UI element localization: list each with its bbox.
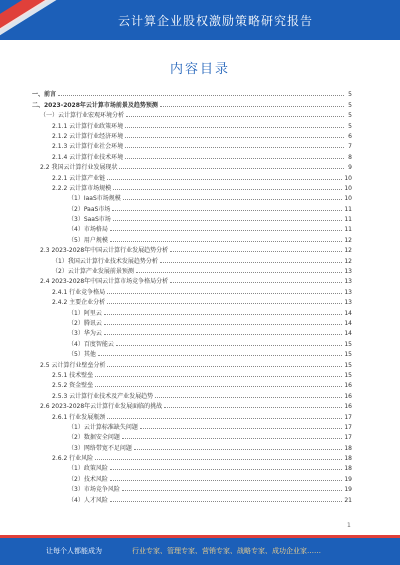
toc-entry[interactable] [32, 441, 352, 451]
toc-leader-dots [125, 147, 344, 148]
toc-leader-dots [160, 262, 343, 263]
toc-leader-dots [95, 459, 342, 460]
toc-entry-page: 15 [344, 351, 352, 359]
toc-entry-page: 11 [344, 216, 352, 224]
toc-entry[interactable] [32, 244, 352, 254]
toc-entry-page: 10 [344, 184, 352, 192]
toc-entry-text: 2.1.4 云计算行业技术环境 [52, 153, 124, 161]
toc-entry-text: （5）其他 [68, 351, 96, 359]
toc-entry-text: （4）人才风险 [68, 496, 108, 504]
toc-entry-text: （3）网络带宽不足问题 [68, 444, 132, 452]
toc-entry-text: （一）云计算行业宏观环境分析 [40, 112, 125, 120]
toc-leader-dots [110, 230, 343, 231]
header-banner [0, 0, 400, 40]
toc-entry[interactable] [32, 296, 352, 306]
toc-entry[interactable] [32, 452, 352, 462]
toc-entry-text: 2.3 2023-2028年中国云计算行业发展趋势分析 [40, 247, 169, 255]
toc-leader-dots [125, 127, 344, 128]
toc-entry-text: 2.4.1 行业竞争格局 [52, 288, 106, 296]
toc-entry[interactable] [32, 358, 352, 368]
toc-entry[interactable] [32, 233, 352, 243]
toc-leader-dots [98, 355, 343, 356]
toc-leader-dots [112, 210, 342, 211]
toc-entry[interactable] [32, 119, 352, 129]
toc-leader-dots [134, 449, 343, 450]
table-of-contents [32, 88, 352, 504]
toc-entry[interactable] [32, 223, 352, 233]
toc-entry[interactable] [32, 462, 352, 472]
toc-entry[interactable] [32, 327, 352, 337]
toc-entry-page: 19 [344, 486, 352, 494]
toc-entry-page: 13 [344, 278, 352, 286]
toc-leader-dots [110, 501, 343, 502]
toc-leader-dots [113, 189, 342, 190]
toc-entry-page: 16 [344, 403, 352, 411]
toc-entry[interactable] [32, 140, 352, 150]
toc-entry-text: （1）IaaS市场规模 [68, 195, 121, 203]
toc-entry[interactable] [32, 98, 352, 108]
toc-entry-page: 18 [344, 444, 352, 452]
toc-entry-text: （1）阿里云 [68, 309, 102, 317]
toc-entry-text: （5）用户规模 [68, 236, 108, 244]
toc-leader-dots [125, 158, 344, 159]
toc-entry-page: 13 [344, 288, 352, 296]
toc-entry[interactable] [32, 431, 352, 441]
toc-entry[interactable] [32, 317, 352, 327]
toc-entry[interactable] [32, 369, 352, 379]
toc-entry-text: （2）PaaS市场 [68, 205, 111, 213]
footer-banner [0, 535, 400, 565]
toc-entry-page: 6 [348, 132, 352, 140]
toc-leader-dots [136, 272, 343, 273]
toc-entry-page: 14 [344, 309, 352, 317]
toc-entry-page: 18 [344, 455, 352, 463]
toc-entry[interactable] [32, 182, 352, 192]
toc-entry-page: 14 [344, 330, 352, 338]
toc-leader-dots [107, 179, 342, 180]
toc-leader-dots [113, 220, 343, 221]
toc-entry[interactable] [32, 483, 352, 493]
toc-entry-text: 2.5.3 云计算行业技术及产业发展趋势 [52, 392, 154, 400]
toc-entry-page: 13 [344, 299, 352, 307]
toc-heading: 内容目录 [169, 62, 230, 77]
toc-entry[interactable] [32, 130, 352, 140]
toc-entry[interactable] [32, 389, 352, 399]
toc-leader-dots [170, 282, 342, 283]
toc-leader-dots [116, 345, 343, 346]
toc-entry[interactable] [32, 421, 352, 431]
toc-leader-dots [122, 490, 343, 491]
toc-entry[interactable] [32, 285, 352, 295]
toc-leader-dots [104, 334, 343, 335]
toc-entry-text: 二、2023-2028年云计算市场前景及趋势预测 [32, 101, 158, 109]
toc-entry-text: 2.4 2023-2028年中国云计算市场竞争格局分析 [40, 278, 169, 286]
toc-entry-text: （4）市场格局 [68, 226, 108, 234]
toc-leader-dots [170, 251, 342, 252]
toc-entry-page: 14 [344, 319, 352, 327]
toc-entry-text: （2）数据安全问题 [68, 434, 120, 442]
toc-entry-page: 13 [344, 268, 352, 276]
footer-slogan: 让每个人都能成为 [46, 547, 102, 555]
toc-entry-page: 17 [344, 413, 352, 421]
toc-leader-dots [122, 438, 343, 439]
toc-entry-page: 12 [344, 236, 352, 244]
toc-entry-text: （3）华为云 [68, 330, 102, 338]
toc-entry-page: 15 [344, 340, 352, 348]
toc-entry-text: （2）技术风险 [68, 475, 108, 483]
toc-entry-text: 2.5.1 技术壁垒 [52, 371, 94, 379]
toc-entry[interactable] [32, 109, 352, 119]
toc-leader-dots [95, 386, 342, 387]
toc-entry[interactable] [32, 337, 352, 347]
toc-leader-dots [107, 293, 342, 294]
toc-entry-text: 2.1.1 云计算行业政策环境 [52, 122, 124, 130]
toc-entry-text: 2.2 我国云计算行业发展现状 [40, 164, 118, 172]
toc-leader-dots [160, 106, 344, 107]
report-title: 云计算企业股权激励策略研究报告 [118, 14, 314, 28]
toc-leader-dots [155, 397, 342, 398]
toc-entry[interactable] [32, 213, 352, 223]
toc-entry[interactable] [32, 265, 352, 275]
toc-leader-dots [95, 376, 342, 377]
toc-entry-text: 2.6 2023-2028年云计算行业发展面临的挑战 [40, 403, 163, 411]
toc-entry-text: （4）百度智能云 [68, 340, 114, 348]
page-number: 1 [347, 522, 351, 529]
toc-entry-text: 2.6.1 行业发展瓶颈 [52, 413, 106, 421]
toc-leader-dots [164, 407, 342, 408]
toc-entry[interactable] [32, 254, 352, 264]
toc-leader-dots [107, 418, 342, 419]
toc-entry-text: 2.4.2 主要企业分析 [52, 299, 106, 307]
toc-entry-page: 5 [348, 112, 352, 120]
toc-leader-dots [125, 137, 344, 138]
toc-leader-dots [107, 303, 342, 304]
toc-entry-page: 10 [344, 195, 352, 203]
toc-entry[interactable] [32, 472, 352, 482]
toc-entry[interactable] [32, 493, 352, 503]
toc-entry-page: 16 [344, 382, 352, 390]
toc-leader-dots [140, 428, 343, 429]
toc-entry-text: 2.2.1 云计算产业链 [52, 174, 106, 182]
toc-entry-text: （1）我国云计算行业技术发展趋势分析 [52, 257, 158, 265]
toc-leader-dots [104, 324, 343, 325]
toc-entry[interactable] [32, 400, 352, 410]
toc-entry-text: 2.5 云计算行业壁垒分析 [40, 361, 106, 369]
toc-entry-text: （1）政策风险 [68, 465, 108, 473]
toc-entry-text: 2.1.2 云计算行业经济环境 [52, 132, 124, 140]
toc-entry-page: 12 [344, 257, 352, 265]
toc-entry-page: 18 [344, 465, 352, 473]
toc-entry-text: （2）云计算产业发展前景预测 [52, 268, 134, 276]
toc-entry[interactable] [32, 348, 352, 358]
toc-entry[interactable] [32, 306, 352, 316]
toc-entry-page: 9 [348, 164, 352, 172]
toc-entry-text: 2.5.2 资金壁垒 [52, 382, 94, 390]
toc-entry-page: 5 [348, 122, 352, 130]
toc-leader-dots [110, 241, 343, 242]
toc-entry-page: 5 [348, 91, 352, 99]
footer-stripe [0, 535, 400, 538]
toc-entry-page: 15 [344, 371, 352, 379]
toc-entry-text: （3）SaaS市场 [68, 216, 111, 224]
toc-leader-dots [110, 480, 343, 481]
toc-entry[interactable] [32, 88, 352, 98]
toc-entry[interactable] [32, 410, 352, 420]
toc-entry[interactable] [32, 150, 352, 160]
toc-leader-dots [126, 116, 344, 117]
toc-entry-page: 17 [344, 423, 352, 431]
toc-entry-page: 15 [344, 361, 352, 369]
toc-entry-page: 5 [348, 101, 352, 109]
toc-entry-page: 17 [344, 434, 352, 442]
toc-entry-text: 一、前言 [32, 91, 57, 99]
toc-entry-text: （2）腾讯云 [68, 319, 102, 327]
toc-entry-page: 8 [348, 153, 352, 161]
toc-entry[interactable] [32, 202, 352, 212]
toc-entry[interactable] [32, 171, 352, 181]
toc-entry-page: 11 [344, 205, 352, 213]
toc-entry[interactable] [32, 161, 352, 171]
toc-entry-text: （1）云计算标准缺失问题 [68, 423, 138, 431]
toc-leader-dots [104, 314, 343, 315]
toc-entry-text: （3）市场竞争风险 [68, 486, 120, 494]
toc-entry-page: 19 [344, 475, 352, 483]
toc-leader-dots [107, 366, 342, 367]
toc-entry-page: 10 [344, 174, 352, 182]
toc-leader-dots [119, 168, 344, 169]
toc-entry[interactable] [32, 379, 352, 389]
toc-entry-page: 16 [344, 392, 352, 400]
toc-leader-dots [110, 469, 343, 470]
toc-entry[interactable] [32, 192, 352, 202]
toc-leader-dots [123, 199, 343, 200]
toc-entry-page: 11 [344, 226, 352, 234]
toc-entry-page: 21 [344, 496, 352, 504]
toc-entry-page: 12 [344, 247, 352, 255]
toc-entry-text: 2.6.2 行业风险 [52, 455, 94, 463]
toc-leader-dots [58, 95, 344, 96]
toc-entry-text: 2.1.3 云计算行业社会环境 [52, 143, 124, 151]
toc-entry-text: 2.2.2 云计算市场规模 [52, 184, 112, 192]
footer-services: 行业专家、管理专家、营销专家、战略专家、成功企业家…… [132, 547, 321, 555]
toc-entry-page: 7 [348, 143, 352, 151]
toc-entry[interactable] [32, 275, 352, 285]
